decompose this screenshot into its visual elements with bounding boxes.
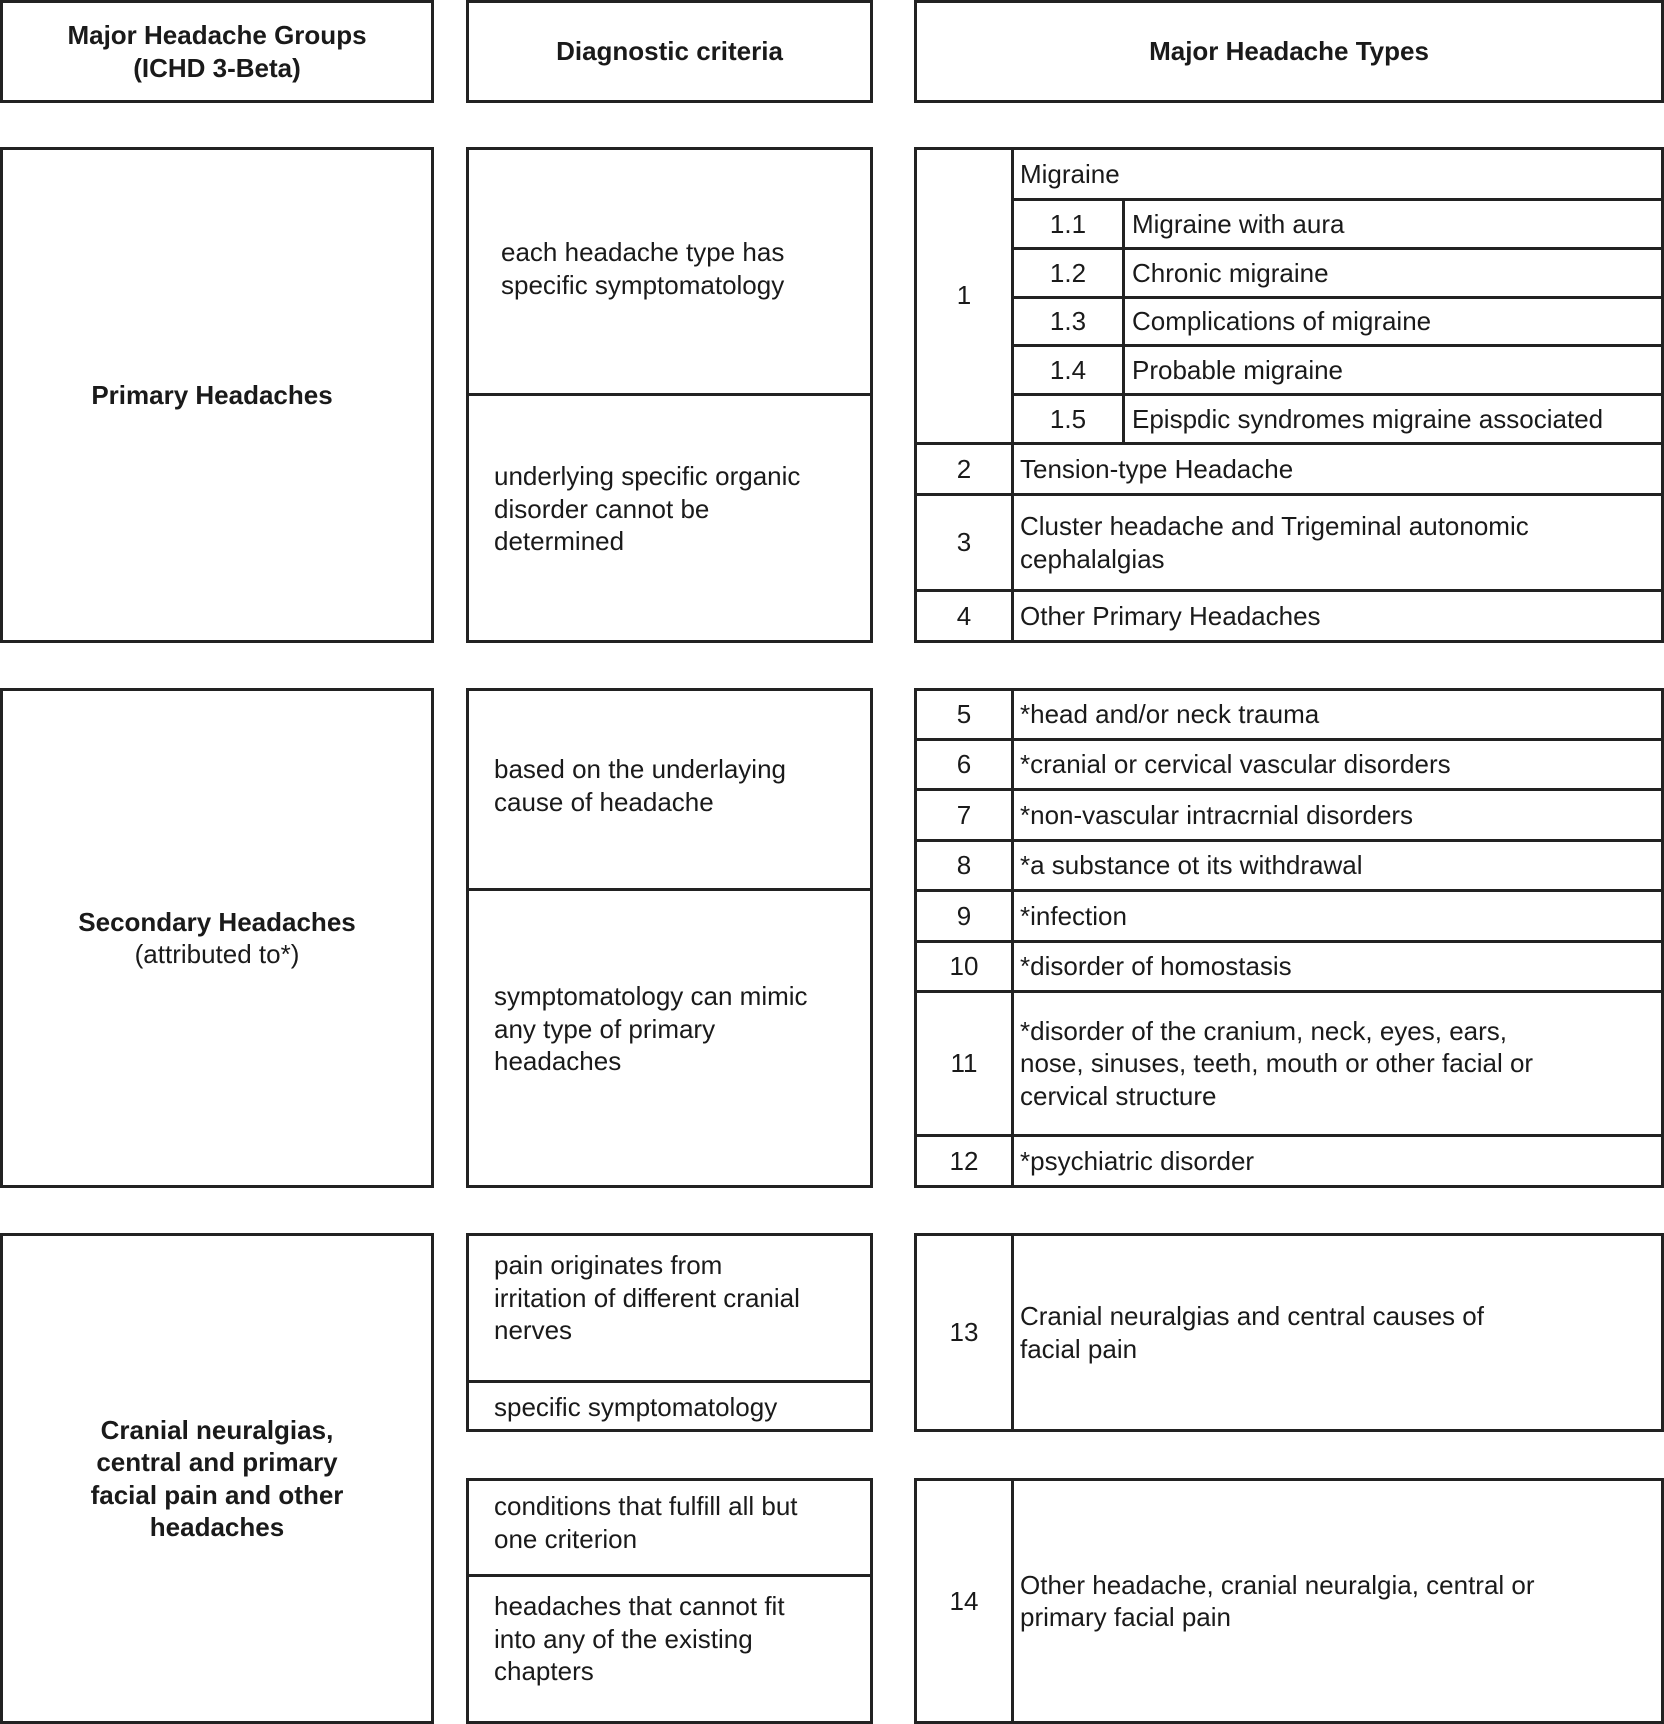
criteria-line: symptomatology can mimic bbox=[494, 981, 808, 1011]
type-label-line: primary facial pain bbox=[1020, 1602, 1231, 1632]
criteria-line: based on the underlaying bbox=[494, 754, 787, 784]
type-num-13: 13 bbox=[949, 1317, 979, 1348]
type-label-13 bbox=[1012, 1236, 1662, 1429]
type-num-1: 1 bbox=[956, 280, 972, 311]
primary-criteria-divider bbox=[466, 393, 873, 396]
cranial-group-line: headaches bbox=[149, 1512, 285, 1542]
criteria-line: cause of headache bbox=[494, 786, 714, 817]
type-num-7: 7 bbox=[956, 799, 972, 830]
type-num-11: 11 bbox=[950, 1048, 978, 1079]
cranial-criteria-b-divider bbox=[466, 1574, 873, 1577]
cranial-group-line: central and primary bbox=[96, 1447, 338, 1477]
type-label-7: *non-vascular intracrnial disorders bbox=[1020, 799, 1414, 830]
header-groups-label bbox=[0, 0, 434, 103]
secondary-criteria-2 bbox=[494, 980, 808, 1078]
cranial-group-line: facial pain and other bbox=[90, 1479, 344, 1510]
criteria-line: headaches that cannot fit bbox=[494, 1591, 785, 1621]
type-label-line: Other headache, cranial neuralgia, central or bbox=[1020, 1569, 1535, 1600]
criteria-line: into any of the existing bbox=[494, 1623, 753, 1654]
type-label-line: Cluster headache and Trigeminal autonomic bbox=[1020, 511, 1529, 541]
type-label-6: *cranial or cervical vascular disorders bbox=[1020, 749, 1451, 780]
type-label-line: cervical structure bbox=[1020, 1080, 1217, 1111]
criteria-line: determined bbox=[494, 526, 625, 556]
secondary-group-sublabel: (attributed to*) bbox=[134, 939, 300, 969]
type-num-14: 14 bbox=[949, 1585, 979, 1616]
subtype-label: Complications of migraine bbox=[1132, 306, 1432, 337]
primary-criteria-1 bbox=[501, 236, 784, 301]
cranial-criteria-b-2 bbox=[494, 1590, 785, 1688]
type-num-3: 3 bbox=[956, 527, 972, 558]
cranial-criteria-a-1 bbox=[494, 1249, 800, 1347]
subtype-label: Probable migraine bbox=[1132, 354, 1344, 385]
type-label-line: nose, sinuses, teeth, mouth or other facial or bbox=[1020, 1048, 1534, 1079]
criteria-line: pain originates from bbox=[494, 1250, 723, 1280]
type-num-8: 8 bbox=[956, 850, 972, 881]
subtype-num: 1.4 bbox=[1049, 354, 1087, 385]
type-label-12: *psychiatric disorder bbox=[1020, 1145, 1255, 1176]
header-criteria-label: Diagnostic criteria bbox=[556, 36, 783, 67]
type-label-line: cephalalgias bbox=[1020, 543, 1165, 574]
cranial-group-label bbox=[0, 1233, 434, 1724]
secondary-criteria-1 bbox=[494, 753, 786, 818]
primary-criteria-2 bbox=[494, 460, 800, 558]
header-groups-line1: Major Headache Groups bbox=[67, 20, 367, 50]
cranial-group-line: Cranial neuralgias, bbox=[100, 1414, 334, 1445]
type-label-line: *disorder of the cranium, neck, eyes, ears, bbox=[1020, 1015, 1508, 1046]
type-label-3 bbox=[1012, 496, 1662, 589]
criteria-line: disorder cannot be bbox=[494, 493, 710, 524]
cranial-criteria-a-divider bbox=[466, 1380, 873, 1383]
type-num-6: 6 bbox=[956, 749, 972, 780]
type-label-4: Other Primary Headaches bbox=[1020, 600, 1321, 631]
criteria-line: any type of primary bbox=[494, 1013, 716, 1044]
cranial-criteria-a-2: specific symptomatology bbox=[494, 1392, 778, 1422]
secondary-criteria-divider bbox=[466, 888, 873, 891]
criteria-line: irritation of different cranial bbox=[494, 1282, 800, 1313]
type-label-line: facial pain bbox=[1020, 1333, 1138, 1364]
secondary-group-title: Secondary Headaches bbox=[78, 906, 356, 937]
header-groups-line2: (ICHD 3-Beta) bbox=[133, 52, 301, 83]
criteria-line: specific symptomatology bbox=[501, 269, 785, 300]
type-label-line: Cranial neuralgias and central causes of bbox=[1020, 1301, 1484, 1331]
criteria-line: conditions that fulfill all but bbox=[494, 1491, 798, 1521]
type-label-9: *infection bbox=[1020, 900, 1127, 931]
criteria-line: nerves bbox=[494, 1315, 573, 1345]
criteria-line: chapters bbox=[494, 1656, 594, 1686]
subtype-num: 1.2 bbox=[1049, 257, 1087, 288]
type-num-9: 9 bbox=[956, 900, 972, 931]
type-num-12: 12 bbox=[949, 1145, 979, 1176]
type-label-8: *a substance ot its withdrawal bbox=[1020, 850, 1363, 881]
type-label-2: Tension-type Headache bbox=[1020, 453, 1294, 484]
type-label-11 bbox=[1012, 993, 1662, 1134]
type-num-5: 5 bbox=[956, 699, 972, 730]
cranial-criteria-b-1 bbox=[494, 1490, 798, 1555]
subtype-num: 1.3 bbox=[1049, 306, 1087, 337]
subtype-label: Chronic migraine bbox=[1132, 257, 1329, 288]
type-num-2: 2 bbox=[956, 453, 972, 484]
subtype-label: Migraine with aura bbox=[1132, 208, 1345, 239]
subtype-num: 1.1 bbox=[1049, 208, 1087, 239]
subtype-label: Epispdic syndromes migraine associated bbox=[1132, 403, 1604, 434]
type-label-10: *disorder of homostasis bbox=[1020, 951, 1292, 982]
type-num-10: 10 bbox=[949, 951, 979, 982]
migraine-label: Migraine bbox=[1020, 158, 1120, 189]
header-types-label: Major Headache Types bbox=[1149, 36, 1429, 67]
criteria-line: each headache type has bbox=[501, 237, 785, 267]
criteria-line: underlying specific organic bbox=[494, 461, 801, 491]
subtype-num: 1.5 bbox=[1049, 403, 1087, 434]
type-num-4: 4 bbox=[956, 600, 972, 631]
criteria-line: one criterion bbox=[494, 1523, 638, 1554]
primary-group-label: Primary Headaches bbox=[91, 379, 333, 410]
type-label-14 bbox=[1012, 1481, 1662, 1721]
criteria-line: headaches bbox=[494, 1046, 622, 1076]
type-label-5: *head and/or neck trauma bbox=[1020, 699, 1320, 730]
secondary-group-label bbox=[0, 688, 434, 1188]
